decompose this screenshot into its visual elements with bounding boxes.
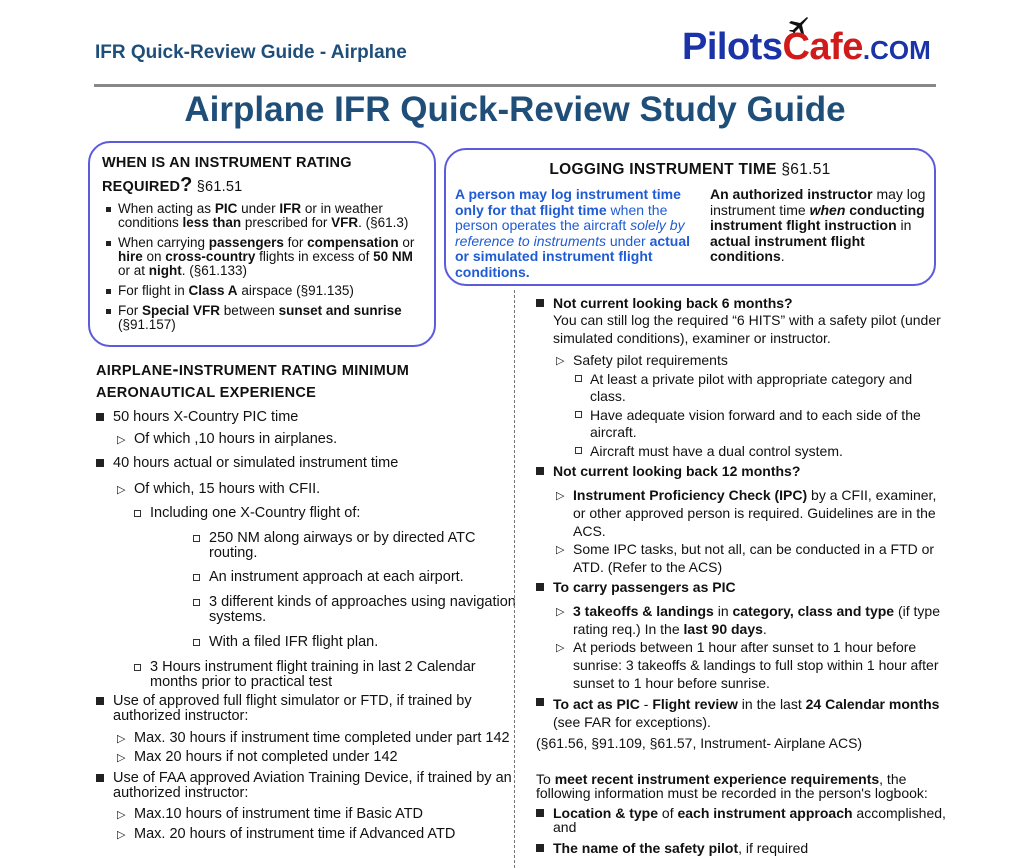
experience-heading: AIRPLANE-INSTRUMENT RATING MINIMUM AERONAUTICAL EXPERIENCE	[96, 359, 410, 401]
rating-required-list	[102, 202, 422, 332]
logging-box-heading: LOGGING INSTRUMENT TIME §61.51	[549, 161, 831, 178]
list-item: Not current looking back 6 months?	[536, 296, 946, 311]
list-item: 3 different kinds of approaches using navigation systems.	[96, 595, 516, 625]
list-item: Location & type of each instrument approach accomplished, and	[536, 806, 946, 834]
logging-person-text: A person may log instrument time only for that flight time when the person operates the aircraft solely by reference to instruments under actual or simulated instrument flight conditions.	[455, 186, 691, 280]
list-item: For Special VFR between sunset and sunrise (§91.157)	[102, 304, 422, 332]
square-bullet-icon	[575, 411, 582, 418]
square-bullet-icon	[193, 574, 200, 581]
square-bullet-icon	[575, 375, 582, 382]
list-item: Use of approved full flight simulator or FTD, if trained by authorized instructor:	[96, 694, 516, 724]
list-item: 250 NM along airways or by directed ATC routing.	[96, 531, 516, 561]
triangle-bullet-icon: ▷	[117, 752, 126, 764]
triangle-bullet-icon: ▷	[556, 642, 565, 654]
triangle-bullet-icon: ▷	[117, 434, 126, 446]
list-item: Aircraft must have a dual control system.	[536, 443, 946, 460]
list-item: ▷ Max 20 hours if not completed under 142	[117, 749, 398, 765]
list-item: ▷ Max. 20 hours of instrument time if Advanced ATD	[117, 826, 456, 842]
list-item: Not current looking back 12 months?	[536, 464, 946, 479]
list-item: When acting as PIC under IFR or in weather conditions less than prescribed for VFR. (§61.3)	[102, 202, 422, 230]
list-item: Use of FAA approved Aviation Training Device, if trained by an authorized instructor:	[96, 771, 516, 801]
list-item: The name of the safety pilot, if required	[536, 841, 946, 855]
triangle-bullet-icon: ▷	[556, 355, 565, 367]
list-item: For flight in Class A airspace (§91.135)	[102, 284, 422, 298]
list-item: When carrying passengers for compensation or hire on cross-country flights in excess of 50 NM or at night. (§61.133)	[102, 236, 422, 278]
triangle-bullet-icon: ▷	[117, 733, 126, 745]
list-item: ▷ Safety pilot requirements	[556, 352, 728, 368]
rating-box-heading: WHEN IS AN INSTRUMENT RATING REQUIRED? §61.51	[102, 155, 352, 196]
logging-instructor-text: An authorized instructor may log instrument time when conducting instrument flight instruction in actual instrument flight conditions.	[710, 186, 926, 264]
square-bullet-icon	[193, 599, 200, 606]
list-item: To carry passengers as PIC	[536, 580, 946, 595]
square-bullet-icon	[193, 535, 200, 542]
logo-pilots: Pilots	[682, 26, 783, 68]
list-item: To act as PIC - Flight review in the last 24 Calendar months (see FAR for exceptions).	[536, 695, 946, 731]
header-rule	[94, 84, 936, 87]
list-item: ▷ Of which, 15 hours with CFII.	[117, 481, 321, 497]
list-item: Have adequate vision forward and to each side of the aircraft.	[536, 407, 946, 441]
square-bullet-icon	[193, 639, 200, 646]
list-item: Including one X-Country flight of:	[96, 506, 516, 521]
list-item: 40 hours actual or simulated instrument time	[96, 456, 516, 471]
list-item: ▷ Instrument Proficiency Check (IPC) by a CFII, examiner, or other approved person is required. Guidelines are in the ACS.	[556, 487, 937, 539]
list-item: ▷ Max.10 hours of instrument time if Basic ATD	[117, 806, 424, 822]
column-divider	[514, 290, 515, 868]
list-item: ▷ 3 takeoffs & landings in category, class and type (if type rating req.) In the last 90 days.	[556, 603, 940, 637]
logo-com: .COM	[862, 35, 931, 65]
list-item: ▷ Some IPC tasks, but not all, can be conducted in a FTD or ATD. (Refer to the ACS)	[556, 541, 935, 575]
logo-cafe: Cafe	[782, 26, 863, 68]
triangle-bullet-icon: ▷	[556, 490, 565, 502]
recent-experience-text: To meet recent instrument experience requirements, the following information must be recorded in the person's logbook:	[536, 771, 928, 801]
regulation-references: (§61.56, §91.109, §61.57, Instrument- Airplane ACS)	[536, 735, 863, 751]
list-item: ▷ At periods between 1 hour after sunset to 1 hour before sunrise: 3 takeoffs & landings to full stop within 1 hour after sunset to 1 hour before sunrise.	[556, 639, 939, 691]
square-bullet-icon	[575, 447, 582, 454]
logging-instrument-time-box	[444, 148, 936, 286]
list-item: 50 hours X-Country PIC time	[96, 410, 516, 425]
list-item: 3 Hours instrument flight training in last 2 Calendar months prior to practical test	[96, 660, 516, 690]
instrument-rating-required-box	[88, 141, 436, 347]
list-item: At least a private pilot with appropriate category and class.	[536, 371, 946, 405]
list-item: ▷ Of which ,10 hours in airplanes.	[117, 431, 338, 447]
triangle-bullet-icon: ▷	[117, 809, 126, 821]
guide-title: IFR Quick-Review Guide - Airplane	[95, 42, 407, 63]
square-bullet-icon	[134, 664, 141, 671]
triangle-bullet-icon: ▷	[556, 606, 565, 618]
triangle-bullet-icon: ▷	[117, 829, 126, 841]
list-item: ▷ Max. 30 hours if instrument time completed under part 142	[117, 730, 510, 746]
currency-list	[536, 296, 946, 855]
list-item: With a filed IFR flight plan.	[96, 635, 516, 650]
experience-list	[96, 406, 516, 842]
triangle-bullet-icon: ▷	[556, 544, 565, 556]
triangle-bullet-icon: ▷	[117, 484, 126, 496]
page-title: Airplane IFR Quick-Review Study Guide	[184, 90, 846, 129]
list-item-text: You can still log the required “6 HITS” with a safety pilot (under simulated conditions), examiner or instructor.	[553, 312, 941, 346]
pilotscafe-logo[interactable]	[682, 26, 931, 69]
list-item: An instrument approach at each airport.	[96, 570, 516, 585]
square-bullet-icon	[134, 510, 141, 517]
